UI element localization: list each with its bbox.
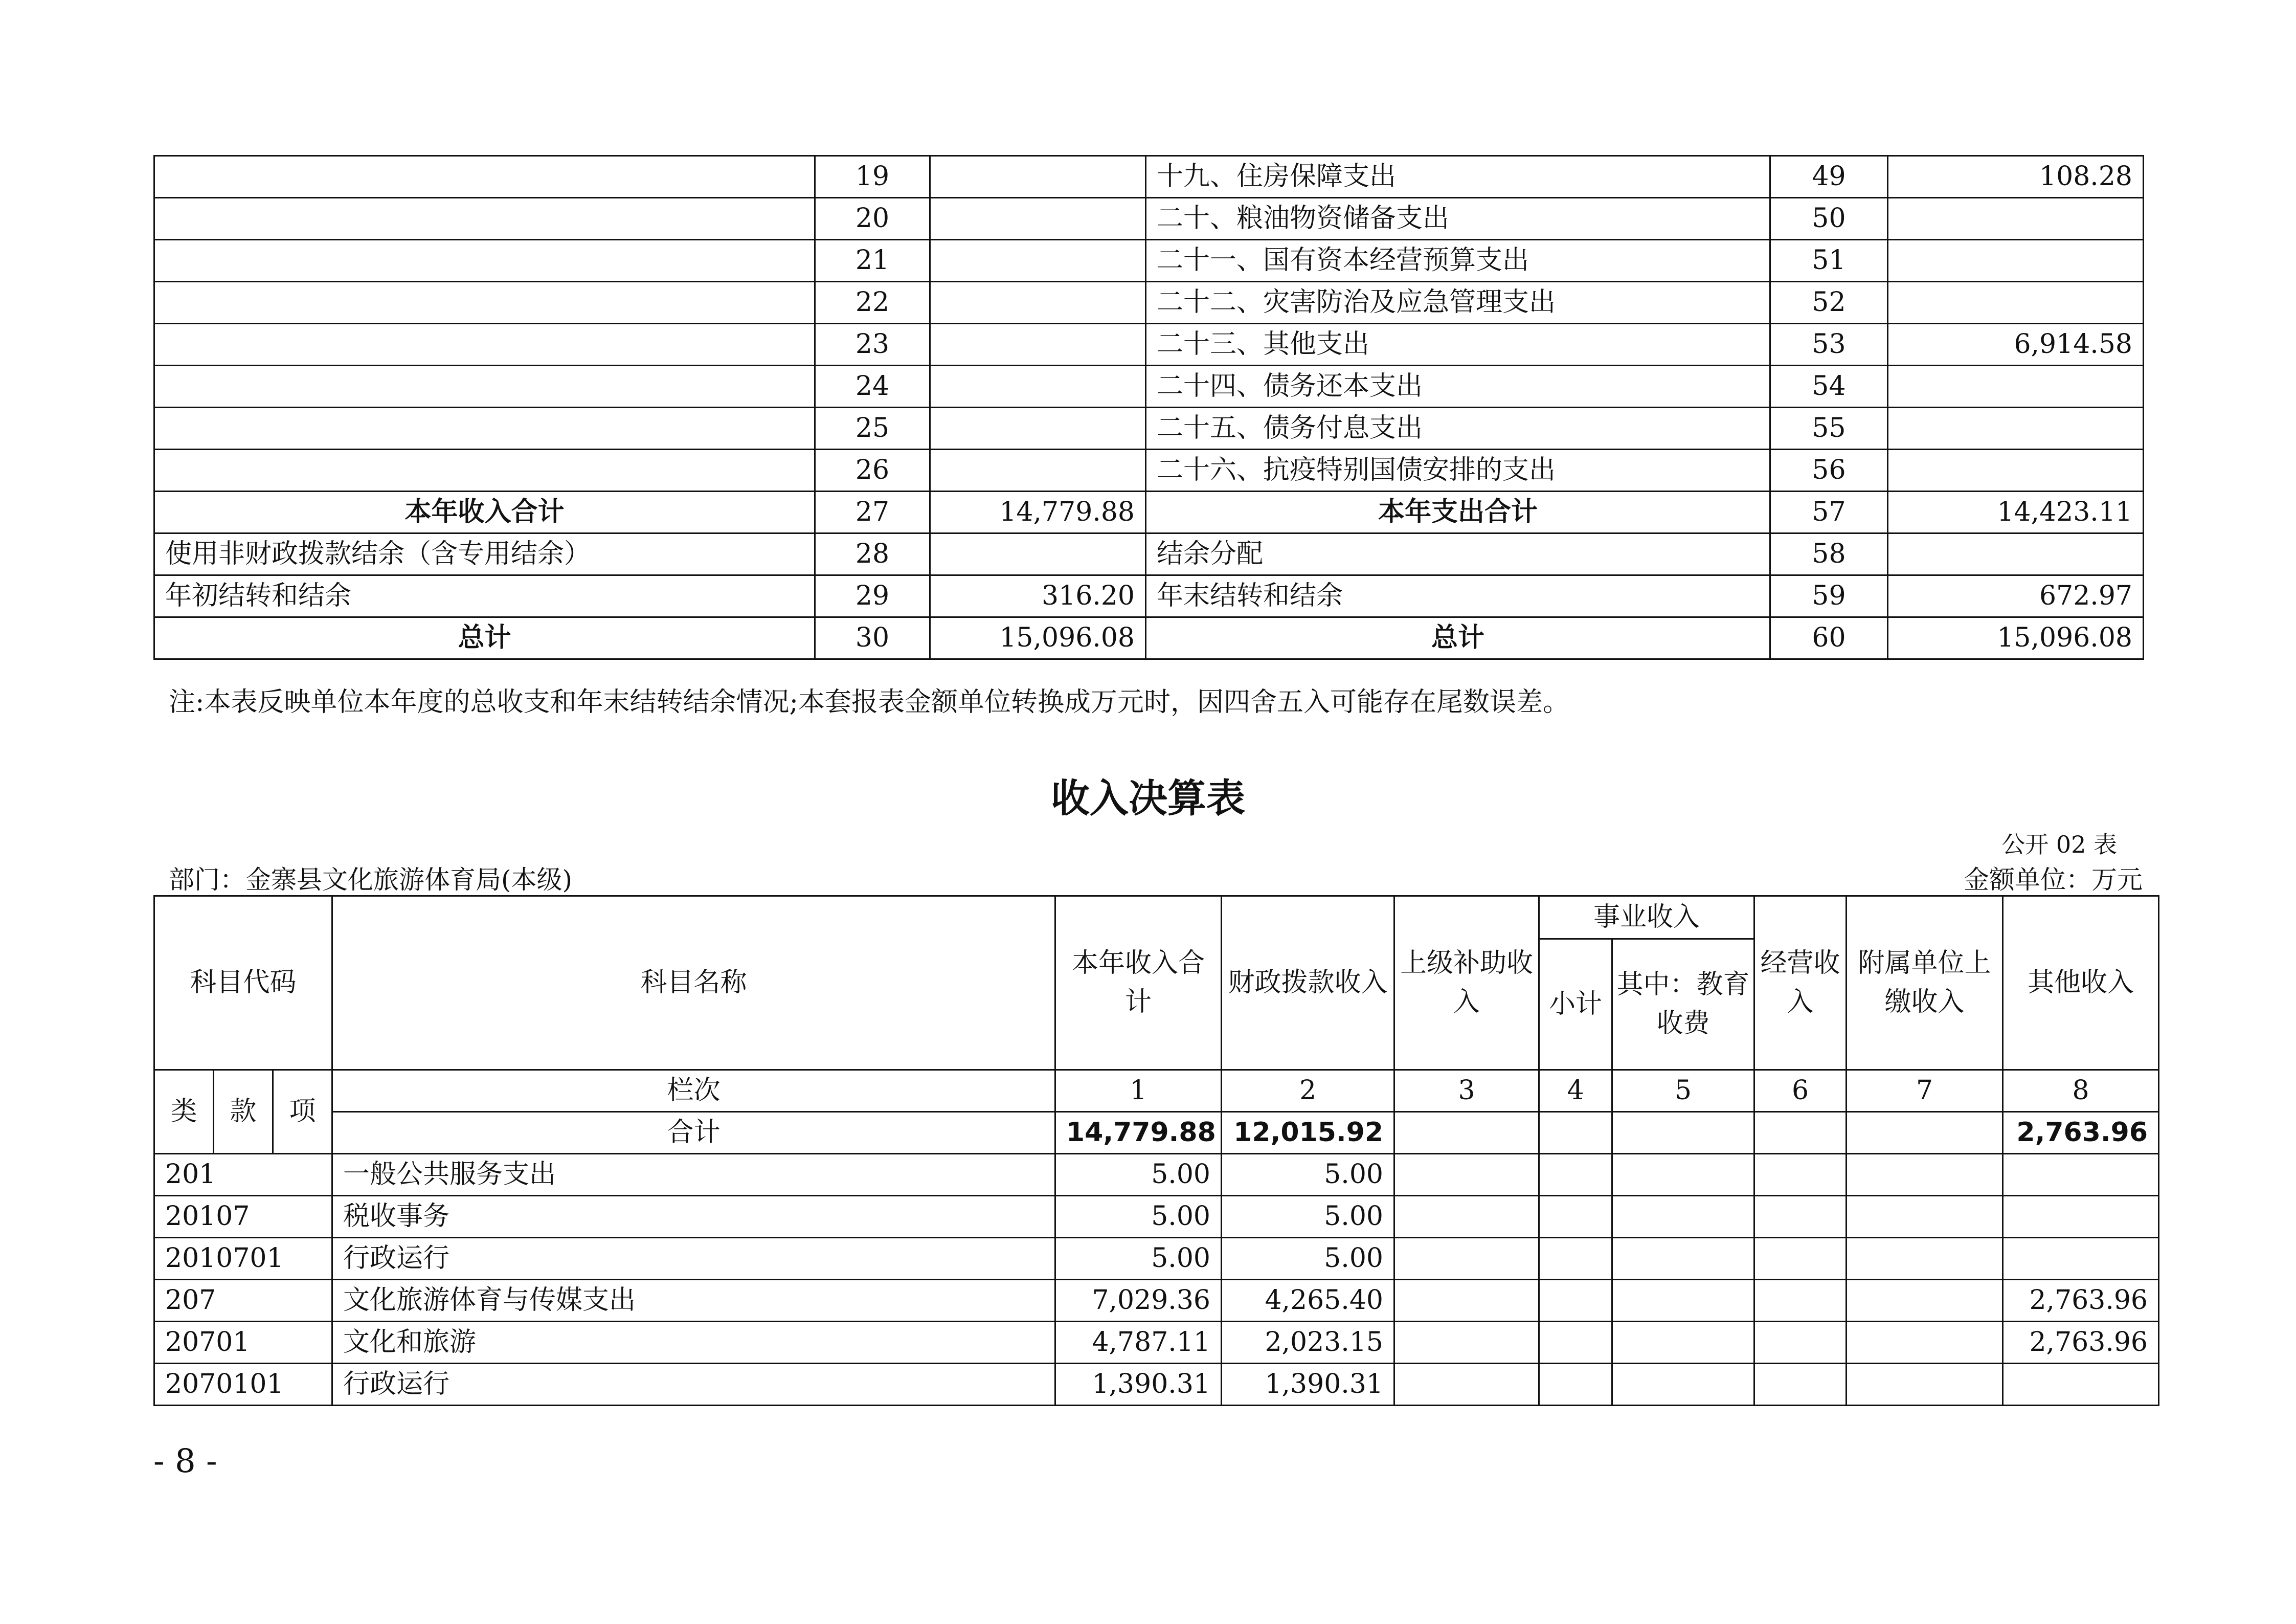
right-label: 二十二、灾害防治及应急管理支出 xyxy=(1146,282,1770,324)
left-line-no: 25 xyxy=(815,408,930,450)
empty-cell xyxy=(1754,1322,1847,1364)
right-label: 总计 xyxy=(1146,617,1770,659)
left-label xyxy=(154,198,815,240)
left-line-no: 19 xyxy=(815,156,930,198)
table-row xyxy=(154,1238,2159,1280)
table-row xyxy=(154,1154,2159,1196)
header-name: 科目名称 xyxy=(332,896,1055,1070)
fiscal-income: 5.00 xyxy=(1222,1154,1394,1196)
right-value xyxy=(1888,366,2144,408)
empty-cell xyxy=(1847,1196,2003,1238)
right-label: 年末结转和结余 xyxy=(1146,575,1770,617)
fiscal-income: 5.00 xyxy=(1222,1238,1394,1280)
header-fiscal: 财政拨款收入 xyxy=(1222,896,1394,1070)
table-row xyxy=(154,408,2144,450)
fiscal-income: 4,265.40 xyxy=(1222,1280,1394,1322)
right-label: 结余分配 xyxy=(1146,533,1770,575)
left-value xyxy=(930,282,1146,324)
right-value xyxy=(1888,198,2144,240)
left-value: 15,096.08 xyxy=(930,617,1146,659)
left-value xyxy=(930,156,1146,198)
header-code: 科目代码 xyxy=(154,896,332,1070)
table-row xyxy=(154,240,2144,282)
right-label: 本年支出合计 xyxy=(1146,492,1770,533)
income-statement-table xyxy=(153,895,2159,1406)
col-label: 栏次 xyxy=(332,1070,1055,1112)
right-value xyxy=(1888,282,2144,324)
empty-cell xyxy=(1539,1154,1612,1196)
fiscal-income: 2,023.15 xyxy=(1222,1322,1394,1364)
right-line-no: 57 xyxy=(1770,492,1888,533)
empty-cell xyxy=(1612,1280,1754,1322)
amount-unit-label: 金额单位：万元 xyxy=(1964,865,2143,895)
header-affiliated: 附属单位上缴收入 xyxy=(1847,896,2003,1070)
right-value xyxy=(1888,450,2144,492)
department-label: 部门：金寨县文化旅游体育局(本级) xyxy=(169,865,573,895)
empty-cell xyxy=(1847,1364,2003,1406)
right-line-no: 52 xyxy=(1770,282,1888,324)
sum-fiscal: 12,015.92 xyxy=(1222,1112,1394,1154)
empty-cell xyxy=(1612,1154,1754,1196)
right-label: 二十、粮油物资储备支出 xyxy=(1146,198,1770,240)
table-row xyxy=(154,1196,2159,1238)
fiscal-income: 1,390.31 xyxy=(1222,1364,1394,1406)
table-row xyxy=(154,156,2144,198)
left-label: 本年收入合计 xyxy=(154,492,815,533)
empty-cell xyxy=(1394,1364,1539,1406)
right-value xyxy=(1888,533,2144,575)
left-line-no: 23 xyxy=(815,324,930,366)
left-value xyxy=(930,324,1146,366)
right-line-no: 49 xyxy=(1770,156,1888,198)
subject-name: 一般公共服务支出 xyxy=(332,1154,1055,1196)
left-label xyxy=(154,156,815,198)
total-income: 5.00 xyxy=(1055,1196,1222,1238)
right-value xyxy=(1888,408,2144,450)
subject-code: 20107 xyxy=(154,1196,332,1238)
right-line-no: 50 xyxy=(1770,198,1888,240)
left-value: 14,779.88 xyxy=(930,492,1146,533)
right-line-no: 53 xyxy=(1770,324,1888,366)
left-label: 使用非财政拨款结余（含专用结余） xyxy=(154,533,815,575)
empty-cell xyxy=(1612,1322,1754,1364)
income-expense-summary-table xyxy=(153,155,2144,660)
other-income: 2,763.96 xyxy=(2003,1322,2159,1364)
empty-cell xyxy=(1754,1154,1847,1196)
table-row xyxy=(154,282,2144,324)
total-income: 5.00 xyxy=(1055,1238,1222,1280)
empty-cell xyxy=(1539,1238,1612,1280)
empty-cell xyxy=(1394,1322,1539,1364)
table-row xyxy=(154,617,2144,659)
right-label: 二十一、国有资本经营预算支出 xyxy=(1146,240,1770,282)
col-num: 3 xyxy=(1394,1070,1539,1112)
table-note: 注:本表反映单位本年度的总收支和年末结转结余情况;本套报表金额单位转换成万元时，因四舍五入可能存在尾数误差。 xyxy=(169,687,1570,718)
col-num: 2 xyxy=(1222,1070,1394,1112)
fiscal-income: 5.00 xyxy=(1222,1196,1394,1238)
empty-cell xyxy=(1754,1196,1847,1238)
left-value xyxy=(930,533,1146,575)
header-operating: 经营收入 xyxy=(1754,896,1847,1070)
subject-name: 行政运行 xyxy=(332,1364,1055,1406)
empty-cell xyxy=(1847,1322,2003,1364)
left-value xyxy=(930,198,1146,240)
left-value: 316.20 xyxy=(930,575,1146,617)
empty-cell xyxy=(1394,1196,1539,1238)
empty-cell xyxy=(1847,1238,2003,1280)
empty-cell xyxy=(1394,1280,1539,1322)
subject-name: 文化旅游体育与传媒支出 xyxy=(332,1280,1055,1322)
header-other: 其他收入 xyxy=(2003,896,2159,1070)
empty-cell xyxy=(1539,1364,1612,1406)
table-row xyxy=(154,533,2144,575)
left-value xyxy=(930,450,1146,492)
left-value xyxy=(930,240,1146,282)
right-label: 二十六、抗疫特别国债安排的支出 xyxy=(1146,450,1770,492)
empty-cell xyxy=(1539,1196,1612,1238)
empty-cell xyxy=(1847,1154,2003,1196)
col-num: 5 xyxy=(1612,1070,1754,1112)
total-income: 5.00 xyxy=(1055,1154,1222,1196)
table-row xyxy=(154,450,2144,492)
right-line-no: 58 xyxy=(1770,533,1888,575)
right-label: 二十四、债务还本支出 xyxy=(1146,366,1770,408)
table-row xyxy=(154,198,2144,240)
table-row xyxy=(154,324,2144,366)
subject-name: 行政运行 xyxy=(332,1238,1055,1280)
left-label: 年初结转和结余 xyxy=(154,575,815,617)
left-label xyxy=(154,324,815,366)
subject-name: 文化和旅游 xyxy=(332,1322,1055,1364)
subject-code: 20701 xyxy=(154,1322,332,1364)
right-line-no: 56 xyxy=(1770,450,1888,492)
left-line-no: 26 xyxy=(815,450,930,492)
right-line-no: 55 xyxy=(1770,408,1888,450)
right-value: 15,096.08 xyxy=(1888,617,2144,659)
subject-code: 2010701 xyxy=(154,1238,332,1280)
table-row xyxy=(154,1364,2159,1406)
empty-cell xyxy=(1754,1238,1847,1280)
empty-cell xyxy=(1847,1280,2003,1322)
left-line-no: 29 xyxy=(815,575,930,617)
header-subtotal: 小计 xyxy=(1539,939,1612,1070)
table-row xyxy=(154,1280,2159,1322)
left-line-no: 20 xyxy=(815,198,930,240)
right-line-no: 51 xyxy=(1770,240,1888,282)
header-xiang: 项 xyxy=(273,1070,332,1154)
left-label xyxy=(154,240,815,282)
subject-code: 2070101 xyxy=(154,1364,332,1406)
other-income xyxy=(2003,1154,2159,1196)
other-income: 2,763.96 xyxy=(2003,1280,2159,1322)
empty-cell xyxy=(1394,1154,1539,1196)
left-line-no: 27 xyxy=(815,492,930,533)
table-row xyxy=(154,1322,2159,1364)
empty-cell xyxy=(1612,1364,1754,1406)
col-num: 1 xyxy=(1055,1070,1222,1112)
left-line-no: 21 xyxy=(815,240,930,282)
left-line-no: 28 xyxy=(815,533,930,575)
empty-cell xyxy=(1539,1280,1612,1322)
subject-name: 税收事务 xyxy=(332,1196,1055,1238)
form-number: 公开 02 表 xyxy=(2001,831,2117,858)
empty-cell xyxy=(1612,1238,1754,1280)
right-label: 二十五、债务付息支出 xyxy=(1146,408,1770,450)
sum-label: 合计 xyxy=(332,1112,1055,1154)
col-num: 8 xyxy=(2003,1070,2159,1112)
left-label xyxy=(154,408,815,450)
total-income: 4,787.11 xyxy=(1055,1322,1222,1364)
left-value xyxy=(930,366,1146,408)
empty-cell xyxy=(1394,1238,1539,1280)
right-value: 6,914.58 xyxy=(1888,324,2144,366)
header-lei: 类 xyxy=(154,1070,214,1154)
table-row xyxy=(154,366,2144,408)
left-line-no: 24 xyxy=(815,366,930,408)
col-num: 6 xyxy=(1754,1070,1847,1112)
sum-other: 2,763.96 xyxy=(2003,1112,2159,1154)
left-label xyxy=(154,450,815,492)
right-line-no: 59 xyxy=(1770,575,1888,617)
col-num: 4 xyxy=(1539,1070,1612,1112)
empty-cell xyxy=(1754,1364,1847,1406)
total-income: 7,029.36 xyxy=(1055,1280,1222,1322)
right-label: 二十三、其他支出 xyxy=(1146,324,1770,366)
right-value: 672.97 xyxy=(1888,575,2144,617)
other-income xyxy=(2003,1238,2159,1280)
page-title: 收入决算表 xyxy=(1051,775,1245,821)
right-line-no: 60 xyxy=(1770,617,1888,659)
header-kuan: 款 xyxy=(214,1070,273,1154)
header-edu: 其中：教育收费 xyxy=(1612,939,1754,1070)
header-total: 本年收入合计 xyxy=(1055,896,1222,1070)
other-income xyxy=(2003,1364,2159,1406)
subject-code: 207 xyxy=(154,1280,332,1322)
other-income xyxy=(2003,1196,2159,1238)
page-number: - 8 - xyxy=(153,1442,217,1480)
right-label: 十九、住房保障支出 xyxy=(1146,156,1770,198)
col-num: 7 xyxy=(1847,1070,2003,1112)
left-value xyxy=(930,408,1146,450)
header-business: 事业收入 xyxy=(1539,896,1754,939)
table-row xyxy=(154,575,2144,617)
left-label: 总计 xyxy=(154,617,815,659)
right-value: 14,423.11 xyxy=(1888,492,2144,533)
empty-cell xyxy=(1754,1280,1847,1322)
right-value xyxy=(1888,240,2144,282)
subject-code: 201 xyxy=(154,1154,332,1196)
left-line-no: 22 xyxy=(815,282,930,324)
table-row xyxy=(154,492,2144,533)
right-line-no: 54 xyxy=(1770,366,1888,408)
left-line-no: 30 xyxy=(815,617,930,659)
left-label xyxy=(154,366,815,408)
empty-cell xyxy=(1612,1196,1754,1238)
right-value: 108.28 xyxy=(1888,156,2144,198)
empty-cell xyxy=(1539,1322,1612,1364)
left-label xyxy=(154,282,815,324)
header-superior: 上级补助收入 xyxy=(1394,896,1539,1070)
total-income: 1,390.31 xyxy=(1055,1364,1222,1406)
sum-total: 14,779.88 xyxy=(1055,1112,1222,1154)
